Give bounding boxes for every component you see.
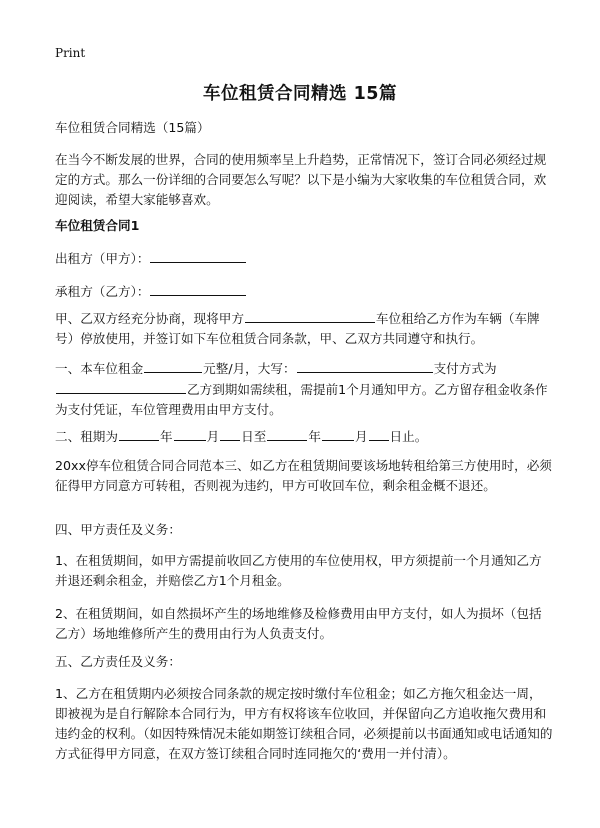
- rent-text-2: 元整/月，大写：: [203, 361, 296, 376]
- agreement-text-1: 甲、乙双方经充分协商，现将甲方: [55, 311, 244, 326]
- start-day-blank[interactable]: [220, 426, 240, 441]
- term-paragraph: [55, 426, 553, 447]
- end-month-blank[interactable]: [322, 426, 354, 441]
- party-b-item-1: 1、乙方在租赁期内必须按合同条款的规定按时缴付车位租金；如乙方拖欠租金达一周，即被视为是自行解除本合同行为，甲方有权将该车位收回，并保留向乙方追收拖欠费用和违约金的权利。（如因特殊情况未能如期签订续租合同，必须提前以书面通知或电话通知的方式征得甲方同意，在双方签订续租合同时连同拖欠的‘费用一并付清）。: [55, 686, 553, 761]
- lessor-label: 出租方（甲方）：: [55, 251, 150, 266]
- rent-text-3: 支付方式为: [433, 361, 497, 376]
- party-a-heading: 四、甲方责任及义务：: [55, 522, 181, 537]
- rent-paragraph: [55, 358, 553, 420]
- agreement-text-2: 车位租给乙方作为车辆（车牌号）停放使用，并签订如下车位租赁合同条款，甲、乙双方共同遵守和执行。: [55, 311, 540, 346]
- start-month-blank[interactable]: [174, 426, 206, 441]
- rent-amount-blank[interactable]: [144, 358, 202, 373]
- lessor-line: [55, 248, 553, 269]
- lessee-label: 承租方（乙方）：: [55, 284, 150, 299]
- payment-method-blank[interactable]: [56, 379, 186, 394]
- party-b-heading: 五、乙方责任及义务：: [55, 654, 181, 669]
- document-subtitle: 车位租赁合同精选（15篇）: [55, 120, 210, 135]
- end-day-blank[interactable]: [369, 426, 389, 441]
- rent-text-4: 乙方到期如需续租，需提前1个月通知甲方。乙方留存租金收条作为支付凭证，车位管理费用由甲方支付。: [55, 382, 548, 417]
- term-text-1: 二、租期为: [55, 429, 118, 444]
- term-month-label: 月: [206, 429, 220, 444]
- term-end-label: 日止。: [389, 429, 428, 444]
- term-day-to-label: 日至: [241, 429, 267, 444]
- parking-space-blank[interactable]: [245, 308, 375, 323]
- page-title: 车位租赁合同精选 15篇: [203, 84, 397, 104]
- section-heading: 车位租赁合同1: [55, 218, 140, 233]
- term-month-label-2: 月: [354, 429, 368, 444]
- lessee-line: [55, 281, 553, 302]
- term-year-label-2: 年: [308, 429, 321, 444]
- lessor-blank[interactable]: [150, 248, 246, 263]
- intro-paragraph: 在当今不断发展的世界，合同的使用频率呈上升趋势，正常情况下，签订合同必须经过规定的方式。那么一份详细的合同要怎么写呢？以下是小编为大家收集的车位租赁合同，欢迎阅读，希望大家能够喜欢。: [55, 152, 547, 207]
- party-a-item-1: 1、在租赁期间，如甲方需提前收回乙方使用的车位使用权，甲方须提前一个月通知乙方并退还剩余租金，并赔偿乙方1个月租金。: [55, 553, 542, 588]
- lessee-blank[interactable]: [150, 281, 246, 296]
- term-year-label: 年: [159, 429, 173, 444]
- party-a-item-2: 2、在租赁期间，如自然损坏产生的场地维修及检修费用由甲方支付，如人为损坏（包括乙方）场地维修所产生的费用由行为人负责支付。: [55, 606, 542, 641]
- print-link[interactable]: Print: [55, 46, 86, 60]
- template-note-paragraph: 20xx停车位租赁合同合同范本三、如乙方在租赁期间要该场地转租给第三方使用时，必须征得甲方同意方可转租，否则视为违约，甲方可收回车位，剩余租金概不退还。: [55, 458, 552, 493]
- end-year-blank[interactable]: [267, 426, 307, 441]
- rent-amount-words-blank[interactable]: [297, 358, 433, 373]
- start-year-blank[interactable]: [119, 426, 159, 441]
- rent-text-1: 一、本车位租金: [55, 361, 144, 376]
- agreement-paragraph: [55, 308, 553, 349]
